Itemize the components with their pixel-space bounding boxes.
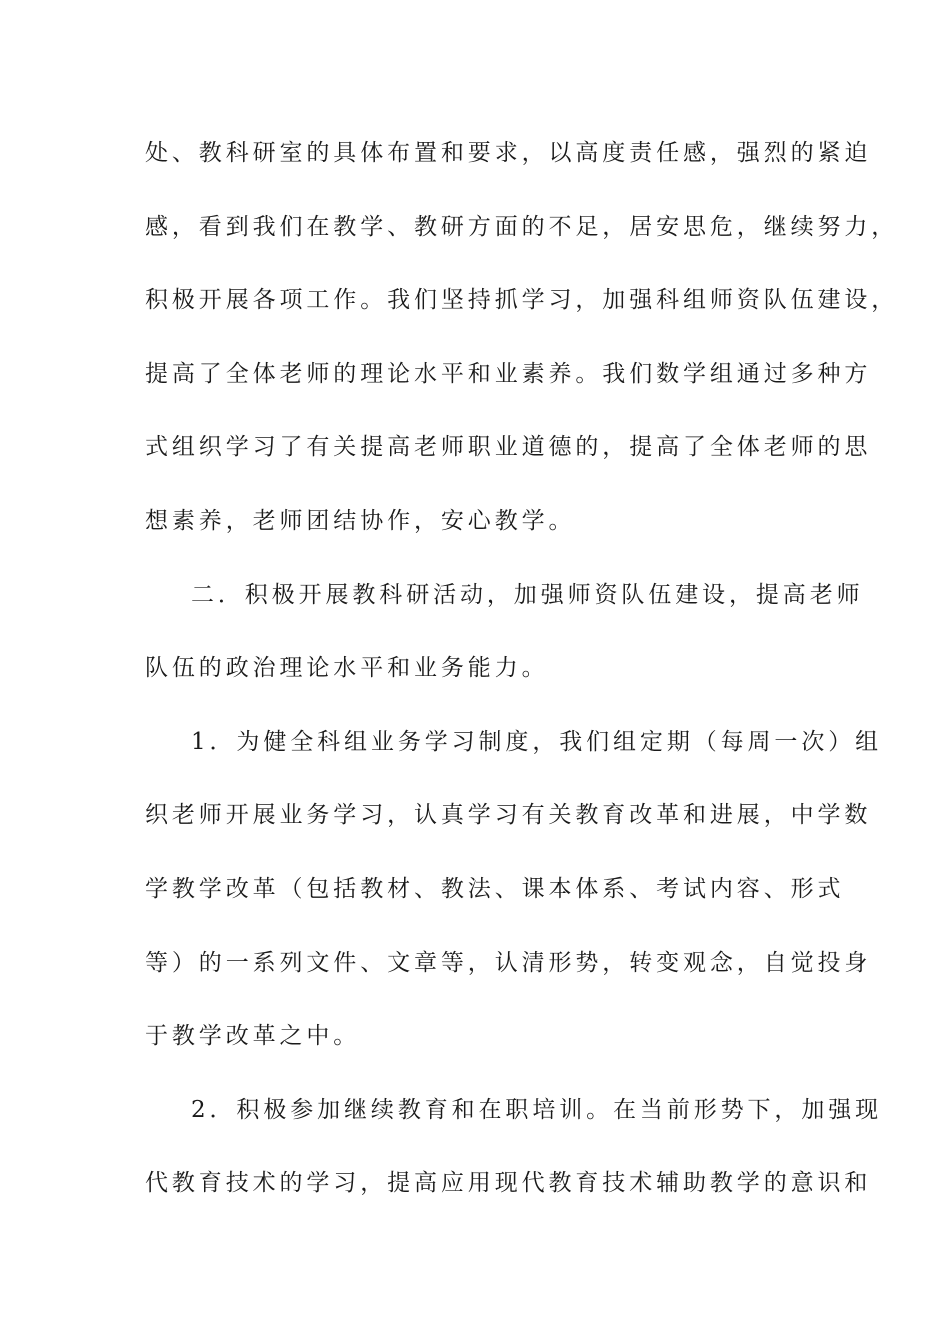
body-text [145,125,899,1229]
text-line-4: 提高了全体老师的理论水平和业素养。我们数学组通过多种方 [145,360,872,387]
text-line-10: 织老师开展业务学习，认真学习有关教育改革和进展，中学数 [145,802,872,829]
text-line-12: 等）的一系列文件、文章等，认清形势，转变观念，自觉投身 [145,949,872,976]
text-line-1: 处、教科研室的具体布置和要求，以高度责任感，强烈的紧迫 [145,140,872,166]
text-line-5: 式组织学习了有关提高老师职业道德的，提高了全体老师的思 [145,434,872,461]
text-line-2: 感，看到我们在教学、教研方面的不足，居安思危，继续努力， [145,213,899,240]
list-item-2-start: 2．积极参加继续教育和在职培训。在当前形势下，加强现 [191,1096,883,1123]
section-heading-2: 二．积极开展教科研活动，加强师资队伍建设，提高老师 [191,581,864,608]
list-item-1-start: 1．为健全科组业务学习制度，我们组定期（每周一次）组 [191,728,883,755]
text-line-3: 积极开展各项工作。我们坚持抓学习，加强科组师资队伍建设， [145,287,899,314]
text-line-6: 想素养，老师团结协作，安心教学。 [145,507,576,534]
text-line-8: 队伍的政治理论水平和业务能力。 [145,655,549,682]
text-line-11: 学教学改革（包括教材、教法、课本体系、考试内容、形式 [145,875,845,902]
text-line-13: 于教学改革之中。 [145,1023,361,1050]
text-line-15: 代教育技术的学习，提高应用现代教育技术辅助教学的意识和 [145,1170,872,1197]
